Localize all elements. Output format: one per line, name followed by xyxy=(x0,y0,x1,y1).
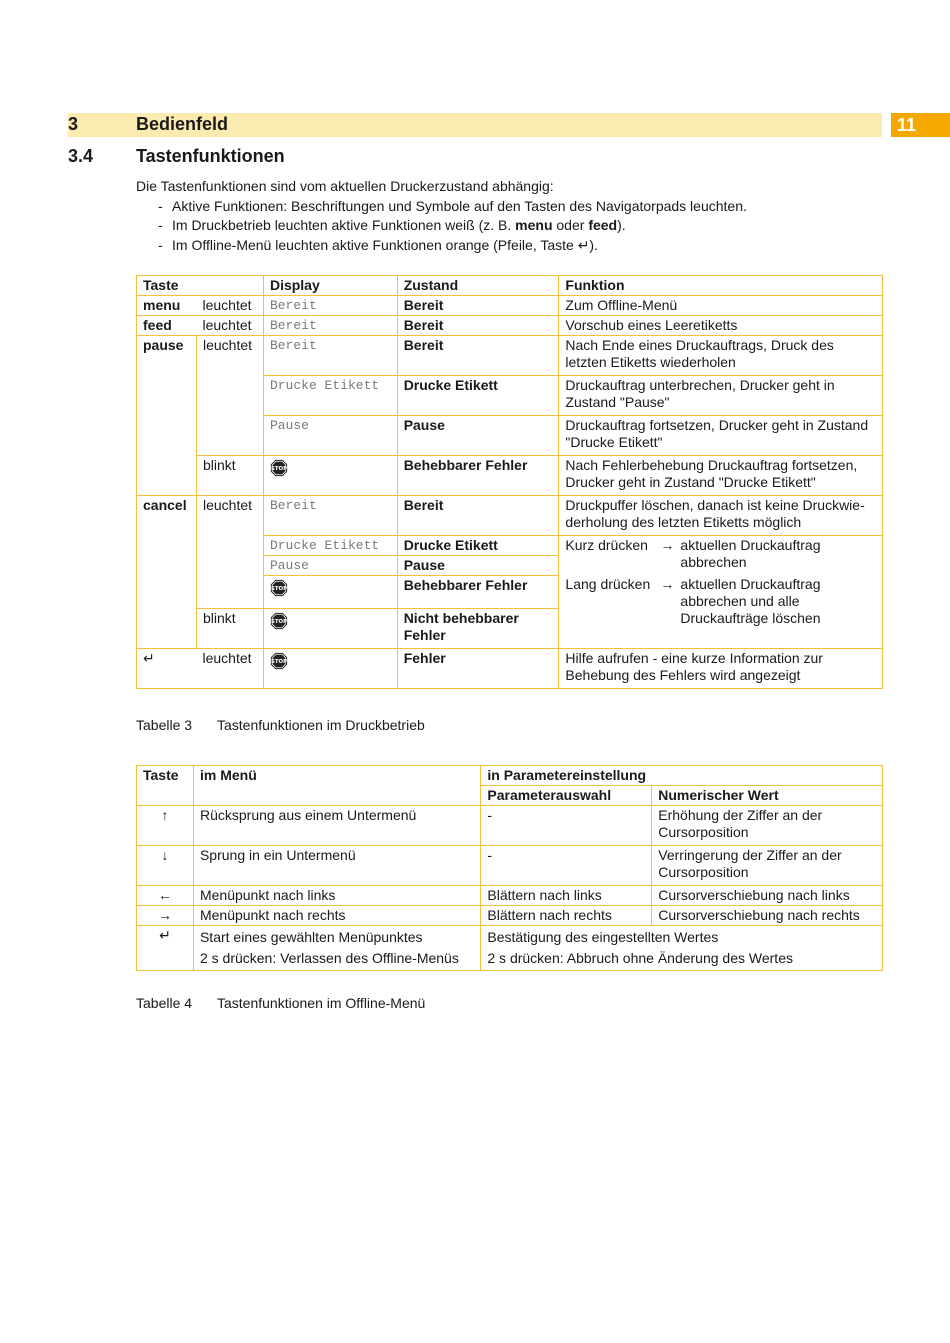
stop-icon xyxy=(270,652,288,670)
intro-text-part: ). xyxy=(617,217,626,233)
key-feed: feed xyxy=(137,316,197,336)
header-param: in Parametereinstellung xyxy=(481,766,883,786)
long-press-row xyxy=(565,576,876,627)
table-print-mode xyxy=(136,275,883,689)
long-press-action: aktuellen Druckauftrag abbrechen und alle Druckaufträge löschen xyxy=(680,576,821,626)
state-text: Behebbarer Fehler xyxy=(397,576,559,609)
table-row xyxy=(137,296,883,316)
state-text: Pause xyxy=(397,416,559,456)
intro-text-part: Im Druckbetrieb leuchten aktive Funktionen weiß (z. B. xyxy=(172,217,516,233)
svg-text:STOP: STOP xyxy=(270,619,287,626)
intro-list xyxy=(136,197,876,256)
intro-bullet: - Aktive Funktionen: Beschriftungen und Symbole auf den Tasten des Navigatorpads leuchten. xyxy=(136,197,876,217)
function-text: Zum Offline-Menü xyxy=(559,296,883,316)
light-state: leuchtet xyxy=(196,336,263,456)
key-menu-ref: menu xyxy=(515,217,553,233)
function-text: Hilfe aufrufen - eine kurze Information zur Behebung des Fehlers wird angezeigt xyxy=(559,649,883,689)
function-cancel-cell xyxy=(559,536,883,649)
numeric-function: Erhöhung der Ziffer an der Cursorposition xyxy=(652,806,883,846)
intro-lead: Die Tastenfunktionen sind vom aktuellen Druckerzustand abhängig: xyxy=(136,178,554,194)
menu-function-line: 2 s drücken: Verlassen des Offline-Menüs xyxy=(199,950,459,966)
display-text: Pause xyxy=(263,556,397,576)
enter-icon: ↵ xyxy=(137,926,194,971)
header-function: Funktion xyxy=(559,276,883,296)
light-state: blinkt xyxy=(196,456,263,496)
state-text: Bereit xyxy=(397,496,559,536)
key-enter: ↵ xyxy=(137,649,197,689)
table-row xyxy=(137,886,883,906)
table-row xyxy=(137,926,883,971)
header-numeric: Numerischer Wert xyxy=(652,786,883,806)
header-menu: im Menü xyxy=(193,766,480,806)
caption-number: Tabelle 3 xyxy=(136,717,193,733)
caption-text: Tastenfunktionen im Offline-Menü xyxy=(217,995,426,1011)
key-cancel: cancel xyxy=(137,496,197,649)
intro-bullet xyxy=(136,216,876,236)
param-function xyxy=(481,926,883,971)
header-display: Display xyxy=(263,276,397,296)
numeric-function: Cursorverschiebung nach rechts xyxy=(652,906,883,926)
display-stop xyxy=(263,576,397,609)
state-text: Behebbarer Fehler xyxy=(397,456,559,496)
arrow-right-icon: → xyxy=(137,906,194,926)
selection-function: Blättern nach rechts xyxy=(481,906,652,926)
param-function-line: Bestätigung des eingestellten Wertes xyxy=(487,929,719,945)
table-row xyxy=(137,649,883,689)
stop-icon xyxy=(270,612,288,630)
svg-text:STOP: STOP xyxy=(270,659,287,666)
key-feed-ref: feed xyxy=(588,217,618,233)
state-text: Fehler xyxy=(397,649,559,689)
arrow-left-icon: ← xyxy=(137,886,194,906)
function-text: Nach Fehlerbehebung Druckauftrag fortsetzen, Drucker geht in Zustand "Drucke Etikett" xyxy=(559,456,883,496)
numeric-function: Cursorverschiebung nach links xyxy=(652,886,883,906)
display-text: Bereit xyxy=(263,296,397,316)
numeric-function: Verringerung der Ziffer an der Cursorposition xyxy=(652,846,883,886)
light-state: leuchtet xyxy=(196,296,263,316)
light-state: leuchtet xyxy=(196,316,263,336)
table-row xyxy=(137,906,883,926)
display-text: Drucke Etikett xyxy=(263,536,397,556)
state-text: Bereit xyxy=(397,336,559,376)
section-title: Tastenfunktionen xyxy=(136,146,285,166)
intro-bullet: - Im Offline-Menü leuchten aktive Funktionen orange (Pfeile, Taste ↵). xyxy=(136,236,876,256)
intro-text-part: oder xyxy=(552,217,589,233)
table-row xyxy=(137,456,883,496)
function-text: Druckauftrag fortsetzen, Drucker geht in Zustand "Drucke Etikett" xyxy=(559,416,883,456)
menu-function xyxy=(193,926,480,971)
intro-text xyxy=(136,177,876,255)
state-text: Bereit xyxy=(397,296,559,316)
table-caption xyxy=(136,717,425,733)
page-number: 11 xyxy=(891,113,950,137)
menu-function: Menüpunkt nach rechts xyxy=(193,906,480,926)
light-state: leuchtet xyxy=(196,649,263,689)
key-pause: pause xyxy=(137,336,197,496)
caption-number: Tabelle 4 xyxy=(136,995,193,1011)
key-menu: menu xyxy=(137,296,197,316)
arrow-up-icon: ↑ xyxy=(137,806,194,846)
caption-text: Tastenfunktionen im Druckbetrieb xyxy=(217,717,425,733)
light-state: blinkt xyxy=(196,609,263,649)
state-text: Pause xyxy=(397,556,559,576)
arrow-right-icon: → xyxy=(660,537,675,553)
display-stop xyxy=(263,456,397,496)
table-header-row xyxy=(137,766,883,786)
short-press-label: Kurz drücken xyxy=(565,537,648,553)
table-row xyxy=(137,496,883,536)
arrow-right-icon: → xyxy=(660,576,675,592)
short-press-row xyxy=(565,537,876,571)
header-selection: Parameterauswahl xyxy=(481,786,652,806)
menu-function: Sprung in ein Untermenü xyxy=(193,846,480,886)
state-text: Drucke Etikett xyxy=(397,536,559,556)
menu-function: Menüpunkt nach links xyxy=(193,886,480,906)
long-press-label: Lang drücken xyxy=(565,576,651,592)
function-text: Druckauftrag unterbrechen, Drucker geht in Zustand "Pause" xyxy=(559,376,883,416)
display-stop xyxy=(263,609,397,649)
table-row xyxy=(137,806,883,846)
table-offline-menu xyxy=(136,765,883,971)
menu-function-line: Start eines gewählten Menüpunktes xyxy=(199,929,423,945)
stop-icon xyxy=(270,459,288,477)
light-state: leuchtet xyxy=(196,496,263,609)
display-text: Bereit xyxy=(263,496,397,536)
state-text: Drucke Etikett xyxy=(397,376,559,416)
function-text: Nach Ende eines Druckauftrags, Druck des letzten Etiketts wiederholen xyxy=(559,336,883,376)
svg-text:STOP: STOP xyxy=(270,466,287,473)
section-number: 3.4 xyxy=(68,146,94,166)
header-state: Zustand xyxy=(397,276,559,296)
chapter-title: Bedienfeld xyxy=(136,114,229,134)
display-stop xyxy=(263,649,397,689)
short-press-action: aktuellen Druckauftrag abbrechen xyxy=(680,537,821,570)
state-text: Nicht behebbarer Fehler xyxy=(397,609,559,649)
table-row xyxy=(137,316,883,336)
menu-function: Rücksprung aus einem Untermenü xyxy=(193,806,480,846)
display-text: Pause xyxy=(263,416,397,456)
table-caption xyxy=(136,995,425,1011)
display-text: Bereit xyxy=(263,336,397,376)
table-header-row xyxy=(137,276,883,296)
function-text: Druckpuffer löschen, danach ist keine Druckwie-derholung des letzten Etiketts möglich xyxy=(559,496,883,536)
header-key: Taste xyxy=(137,766,194,806)
display-text: Drucke Etikett xyxy=(263,376,397,416)
svg-text:STOP: STOP xyxy=(270,586,287,593)
param-function-line: 2 s drücken: Abbruch ohne Änderung des Wertes xyxy=(487,950,793,966)
selection-function: - xyxy=(481,806,652,846)
stop-icon xyxy=(270,579,288,597)
table-row xyxy=(137,336,883,376)
chapter-number: 3 xyxy=(68,114,79,134)
state-text: Bereit xyxy=(397,316,559,336)
display-text: Bereit xyxy=(263,316,397,336)
arrow-down-icon: ↓ xyxy=(137,846,194,886)
selection-function: Blättern nach links xyxy=(481,886,652,906)
selection-function: - xyxy=(481,846,652,886)
table-row xyxy=(137,846,883,886)
function-text: Vorschub eines Leeretiketts xyxy=(559,316,883,336)
header-key: Taste xyxy=(137,276,264,296)
